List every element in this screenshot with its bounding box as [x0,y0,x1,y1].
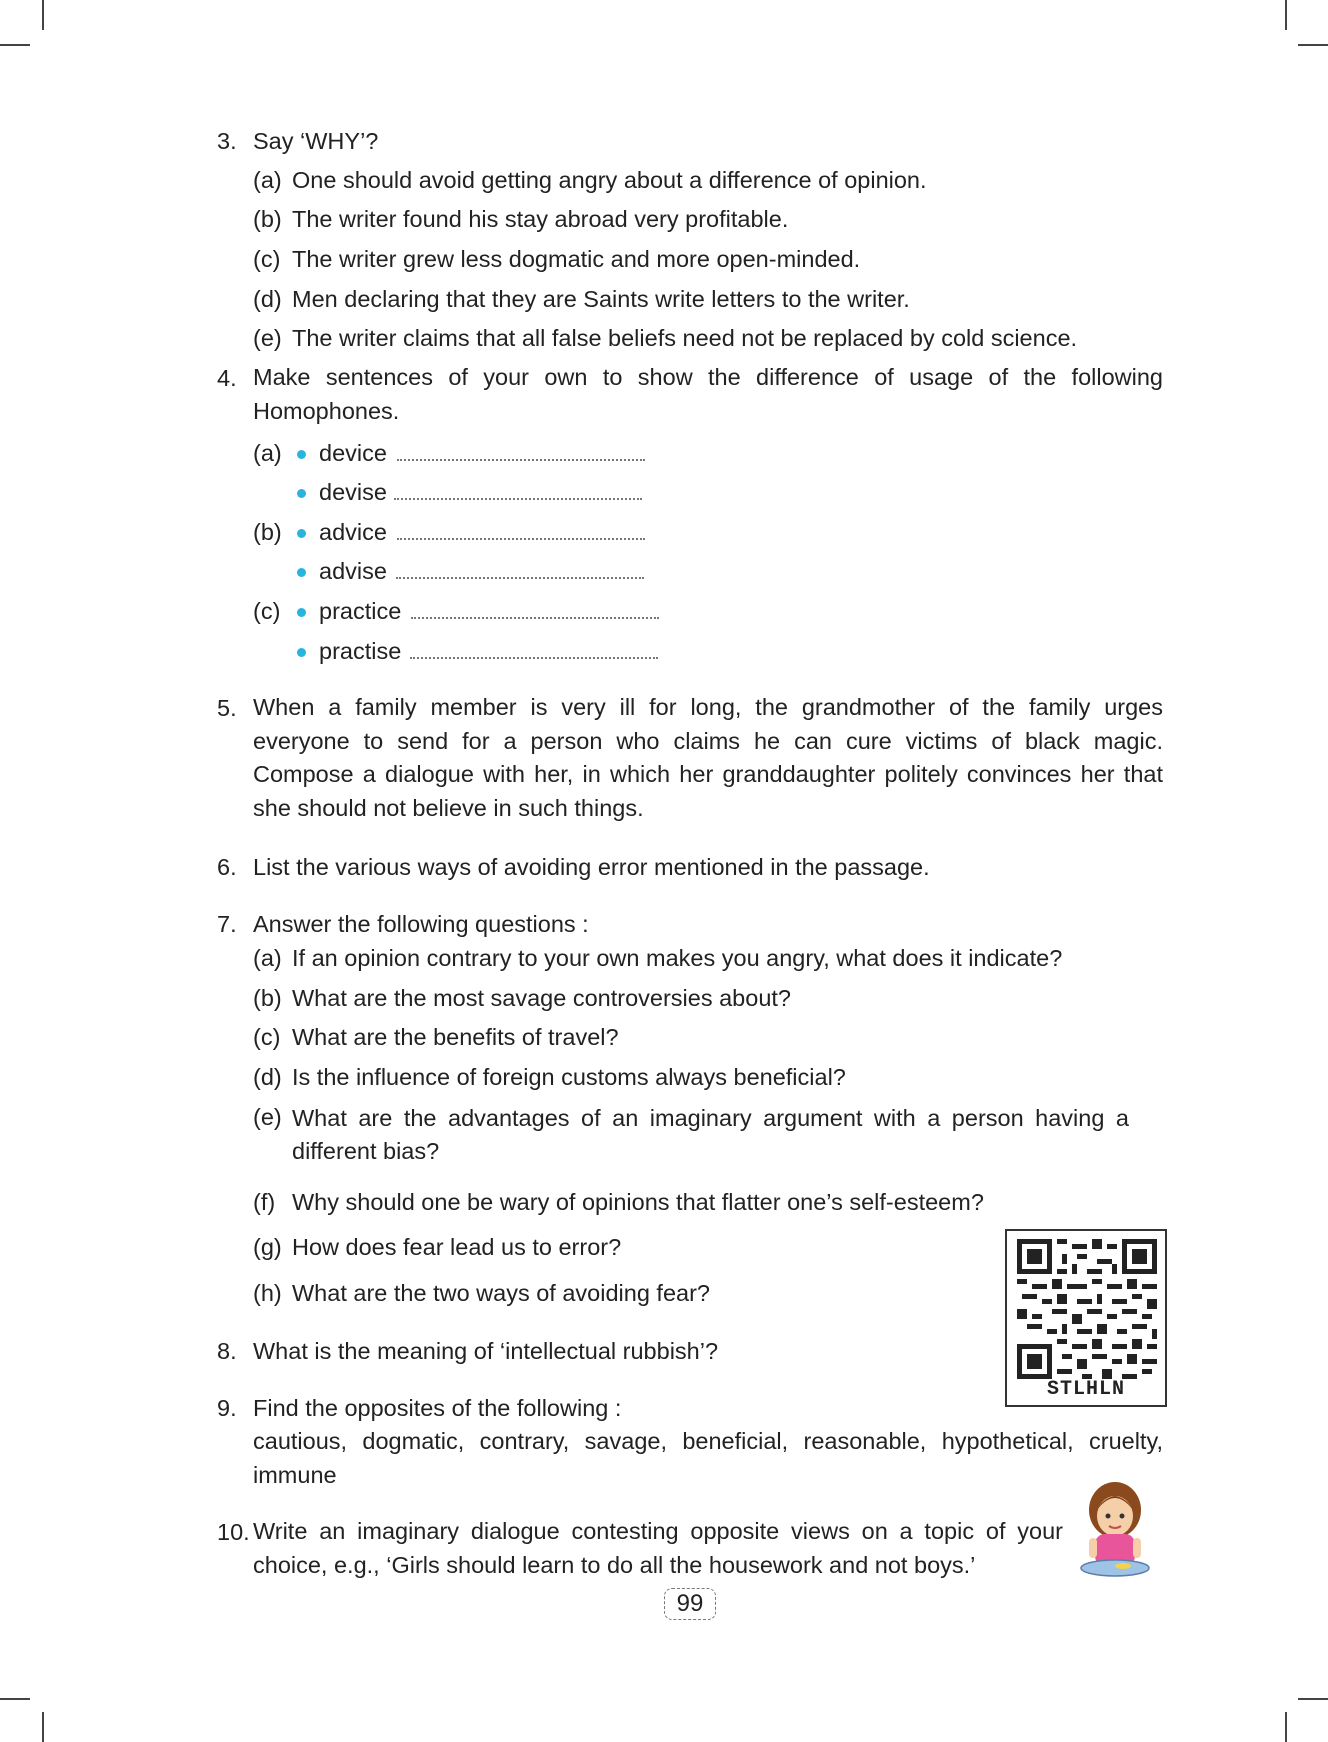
item-text: If an opinion contrary to your own makes you angry, what does it indicate? [292,945,1063,971]
question-text: What is the meaning of ‘intellectual rubbish’? [253,1338,719,1364]
item-label: (b) [253,519,282,545]
question-text: Write an imaginary dialogue contesting opposite views on a topic of your choice, e.g., ‘Girls should learn to do all the housework and not boys.’ [253,1518,1063,1578]
item-text: The writer grew less dogmatic and more open-minded. [292,246,861,272]
item-label: (b) [253,985,282,1011]
answer-blank[interactable] [411,617,659,619]
question-text: List the various ways of avoiding error mentioned in the passage. [253,854,930,880]
item-text: What are the two ways of avoiding fear? [292,1280,710,1306]
item-label: (f) [253,1189,276,1215]
homophone-word: devise [319,479,387,505]
item-text: Why should one be wary of opinions that flatter one’s self-esteem? [292,1189,984,1215]
bullet-icon [297,450,306,459]
girl-illustration [1075,1480,1155,1582]
item-label: (h) [253,1280,282,1306]
question-title: Say ‘WHY’? [253,128,379,154]
item-text: What are the most savage controversies about? [292,985,791,1011]
homophone-word: practise [319,638,402,664]
crop-mark [0,44,30,46]
bullet-icon [297,568,306,577]
qr-code-image [1017,1239,1157,1379]
item-label: (b) [253,206,282,232]
question-number: 6. [217,854,237,880]
item-text: How does fear lead us to error? [292,1234,622,1260]
homophone-word: device [319,440,387,466]
crop-mark [1285,0,1287,30]
item-label: (c) [253,246,281,272]
answer-blank[interactable] [394,498,642,500]
question-text: Make sentences of your own to show the difference of usage of the following Homophones. [253,364,1163,424]
item-label: (g) [253,1234,282,1260]
homophone-word: advise [319,558,387,584]
item-label: (d) [253,286,282,312]
question-number: 7. [217,911,237,937]
answer-blank[interactable] [397,538,645,540]
item-label: (a) [253,167,282,193]
item-label: (d) [253,1064,282,1090]
item-label: (c) [253,1024,281,1050]
bullet-icon [297,529,306,538]
question-number: 10. [217,1519,250,1545]
homophone-word: advice [319,519,387,545]
item-text: Men declaring that they are Saints write letters to the writer. [292,286,910,312]
item-text: What are the advantages of an imaginary argument with a person having a different bias? [292,1105,1129,1164]
question-title: Answer the following questions : [253,911,589,937]
crop-mark [42,1712,44,1742]
answer-blank[interactable] [410,657,658,659]
answer-blank[interactable] [397,459,645,461]
qr-code[interactable] [1005,1229,1167,1407]
bullet-icon [297,489,306,498]
item-text: The writer claims that all false beliefs need not be replaced by cold science. [292,325,1078,351]
question-number: 9. [217,1395,237,1421]
question-text: When a family member is very ill for long, the grandmother of the family urges everyone to send for a person who claims he can cure victims of black magic. Compose a dialogue with her, in which her granddaughter politely convinces her that she should not believe in such things. [253,694,1163,821]
item-label: (e) [253,1104,282,1130]
crop-mark [0,1698,30,1700]
crop-mark [1298,1698,1328,1700]
item-label: (e) [253,325,282,351]
bullet-icon [297,608,306,617]
item-text: What are the benefits of travel? [292,1024,619,1050]
question-number: 8. [217,1338,237,1364]
question-number: 5. [217,695,237,721]
bullet-icon [297,648,306,657]
page-number: 99 [664,1588,716,1620]
crop-mark [1298,44,1328,46]
question-number: 4. [217,365,237,391]
question-text: cautious, dogmatic, contrary, savage, beneficial, reasonable, hypothetical, cruelty, immune [253,1428,1163,1488]
answer-blank[interactable] [396,577,644,579]
item-label: (a) [253,945,282,971]
item-label: (c) [253,598,281,624]
item-text: One should avoid getting angry about a difference of opinion. [292,167,927,193]
crop-mark [42,0,44,30]
question-title: Find the opposites of the following : [253,1395,622,1421]
item-text: The writer found his stay abroad very profitable. [292,206,789,232]
item-label: (a) [253,440,282,466]
homophone-word: practice [319,598,402,624]
item-text: Is the influence of foreign customs always beneficial? [292,1064,846,1090]
question-number: 3. [217,128,237,154]
qr-code-label: STLHLN [1046,1378,1125,1401]
crop-mark [1285,1712,1287,1742]
